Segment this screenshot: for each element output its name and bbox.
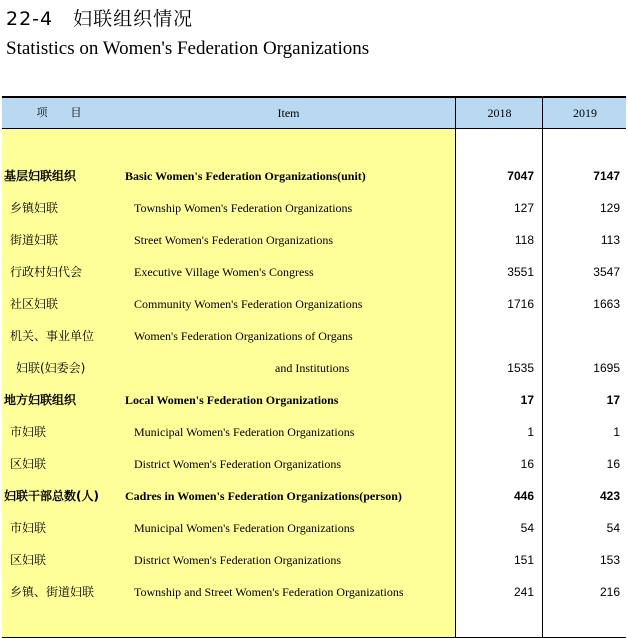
value-2018: 1 bbox=[527, 425, 534, 439]
table-row bbox=[2, 416, 626, 448]
value-2019: 1663 bbox=[593, 297, 620, 311]
table-row bbox=[2, 352, 626, 384]
row-label-chinese: 区妇联 bbox=[10, 457, 47, 471]
value-2018: 1535 bbox=[507, 361, 534, 375]
row-label-chinese: 市妇联 bbox=[10, 521, 47, 535]
table-row bbox=[2, 544, 626, 576]
table-row bbox=[2, 224, 626, 256]
value-2019: 1 bbox=[613, 425, 620, 439]
row-label-chinese: 地方妇联组织 bbox=[4, 393, 77, 407]
table-row bbox=[2, 576, 626, 608]
statistics-table bbox=[2, 96, 626, 638]
value-2018: 7047 bbox=[507, 169, 534, 183]
row-label-chinese: 行政村妇代会 bbox=[10, 265, 83, 279]
header-item-chinese: 项 目 bbox=[36, 106, 88, 119]
value-2019: 17 bbox=[606, 393, 620, 407]
table-row bbox=[2, 192, 626, 224]
row-label-chinese: 乡镇、街道妇联 bbox=[10, 585, 95, 599]
value-2018: 127 bbox=[513, 201, 534, 215]
table-row bbox=[2, 512, 626, 544]
value-2019: 423 bbox=[599, 489, 620, 503]
row-label-english: Municipal Women's Federation Organizations bbox=[134, 425, 355, 439]
row-label-english: Street Women's Federation Organizations bbox=[134, 233, 334, 247]
value-2018: 17 bbox=[520, 393, 534, 407]
row-label-english: Municipal Women's Federation Organizations bbox=[134, 521, 355, 535]
row-label-english: District Women's Federation Organizations bbox=[134, 457, 342, 471]
header-item-english: Item bbox=[277, 106, 300, 120]
row-label-english: Cadres in Women's Federation Organizations(person) bbox=[125, 489, 402, 503]
value-2019: 153 bbox=[599, 553, 620, 567]
value-2019: 113 bbox=[600, 233, 620, 247]
value-2018: 118 bbox=[514, 233, 534, 247]
value-2018: 1716 bbox=[507, 297, 534, 311]
value-2019: 54 bbox=[606, 521, 620, 535]
table-row bbox=[2, 448, 626, 480]
row-label-chinese: 社区妇联 bbox=[10, 297, 59, 311]
row-label-english: Local Women's Federation Organizations bbox=[125, 393, 339, 407]
table-row bbox=[2, 480, 626, 512]
value-2019: 3547 bbox=[593, 265, 620, 279]
value-2018: 16 bbox=[520, 457, 534, 471]
row-label-chinese: 乡镇妇联 bbox=[10, 201, 59, 215]
row-label-english: District Women's Federation Organizations bbox=[134, 553, 342, 567]
value-2018: 151 bbox=[513, 553, 534, 567]
row-label-chinese: 妇联干部总数(人) bbox=[4, 489, 99, 503]
row-label-english: Township and Street Women's Federation Organizations bbox=[134, 585, 404, 599]
value-2019: 16 bbox=[606, 457, 620, 471]
row-label-english: and Institutions bbox=[275, 361, 350, 375]
table-row bbox=[2, 256, 626, 288]
page-title-english: Statistics on Women's Federation Organizations bbox=[6, 38, 370, 59]
row-label-english: Community Women's Federation Organizations bbox=[134, 297, 363, 311]
row-label-chinese: 市妇联 bbox=[10, 425, 47, 439]
value-2019: 1695 bbox=[593, 361, 620, 375]
row-label-chinese: 机关、事业单位 bbox=[10, 329, 95, 343]
row-label-chinese: 区妇联 bbox=[10, 553, 47, 567]
value-2019: 7147 bbox=[593, 169, 620, 183]
value-2018: 54 bbox=[520, 521, 534, 535]
header-year-2018: 2018 bbox=[455, 98, 543, 128]
value-2019: 216 bbox=[599, 585, 620, 599]
value-2019: 129 bbox=[599, 201, 620, 215]
row-label-chinese: 妇联(妇委会) bbox=[16, 361, 86, 375]
page-title-chinese: 22-4 妇联组织情况 bbox=[6, 8, 194, 30]
value-2018: 446 bbox=[513, 489, 534, 503]
row-label-english: Women's Federation Organizations of Organs bbox=[134, 329, 353, 343]
row-label-chinese: 基层妇联组织 bbox=[4, 169, 77, 183]
row-label-english: Township Women's Federation Organizations bbox=[134, 201, 353, 215]
row-label-english: Executive Village Women's Congress bbox=[134, 265, 314, 279]
value-2018: 241 bbox=[513, 585, 534, 599]
table-row bbox=[2, 320, 626, 352]
table-row bbox=[2, 288, 626, 320]
table-row bbox=[2, 384, 626, 416]
row-label-english: Basic Women's Federation Organizations(unit) bbox=[125, 169, 366, 183]
value-2018: 3551 bbox=[507, 265, 534, 279]
row-label-chinese: 街道妇联 bbox=[10, 233, 59, 247]
table-row bbox=[2, 160, 626, 192]
header-year-2019: 2019 bbox=[542, 98, 627, 128]
table-header bbox=[2, 98, 626, 129]
